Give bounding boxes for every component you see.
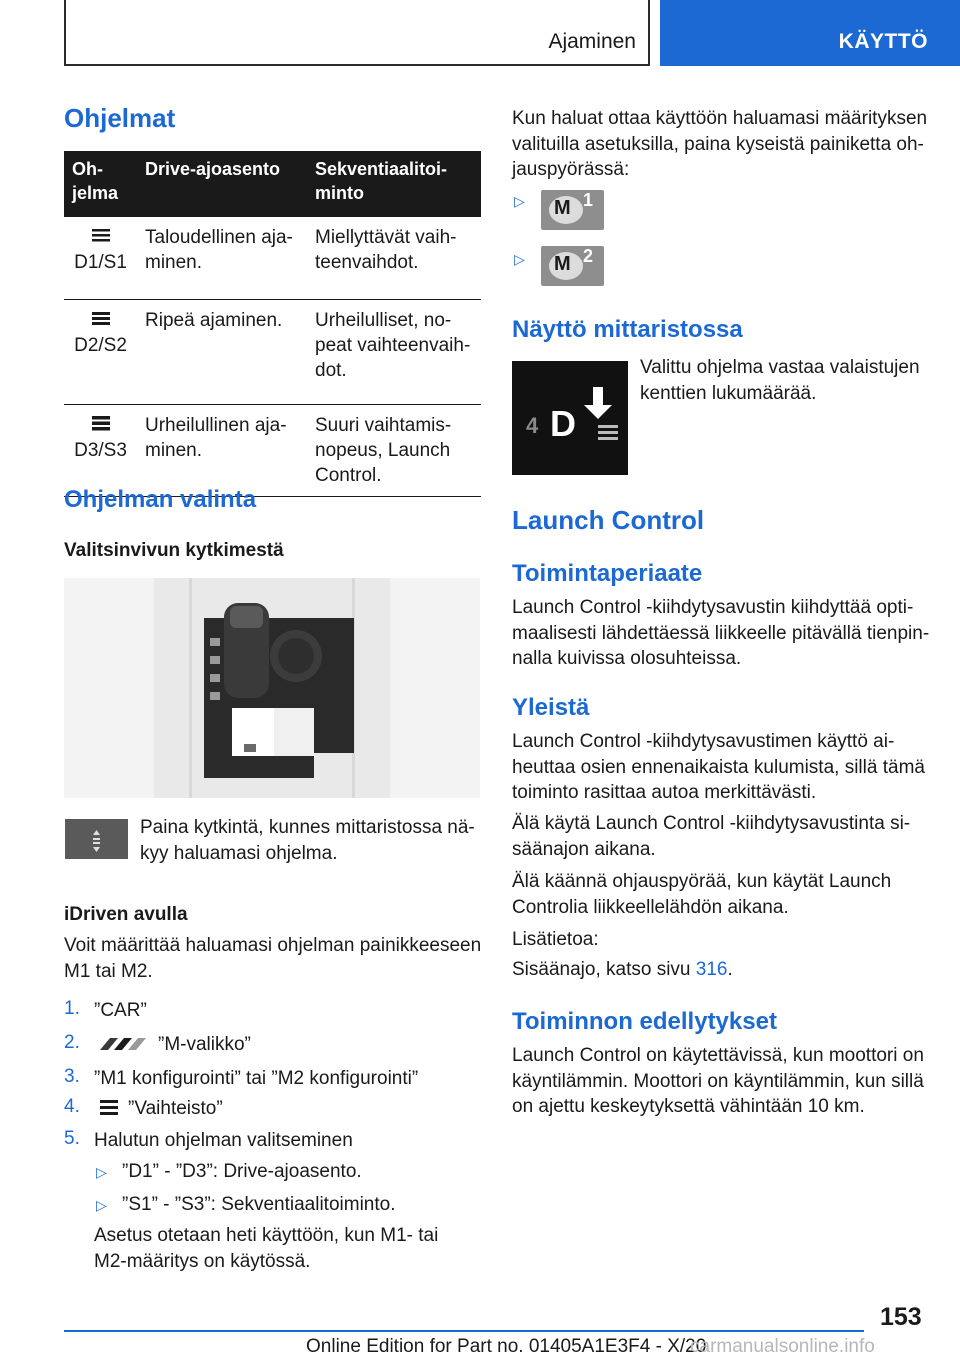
display-gear-d: D xyxy=(550,403,576,444)
instrument-display-image xyxy=(512,361,628,475)
drive-mode-2-icon xyxy=(90,310,112,326)
see-page-text: Sisäänajo, katso sivu xyxy=(512,959,696,980)
table-cell-program xyxy=(64,299,137,404)
step-number: 1. xyxy=(64,998,80,1019)
step-select-program: Halutun ohjelman valitseminen xyxy=(94,1130,353,1151)
page-number: 153 xyxy=(880,1303,922,1331)
step-m-menu: ”M-valikko” xyxy=(158,1034,251,1055)
gear-selector-illustration xyxy=(64,578,480,798)
heading-launch-control: Launch Control xyxy=(512,505,705,535)
table-header-program-text: Oh- jelma xyxy=(72,159,119,203)
bullet-triangle-icon: ▷ xyxy=(514,251,525,267)
general-text-3: Älä käännä ohjauspyörää, kun käytät Launch Controlia liikkeellelähdön aikana. xyxy=(512,871,892,918)
table-header-program xyxy=(64,151,137,217)
bullet-triangle-icon: ▷ xyxy=(514,193,525,209)
display-gear-4: 4 xyxy=(526,413,539,438)
subheading-selector-switch: Valitsinvivun kytkimestä xyxy=(64,540,284,561)
drive-mode-1-icon xyxy=(90,227,112,243)
table-header-drive-text: Drive-ajoasento xyxy=(145,159,281,179)
header-section-title: Ajaminen xyxy=(548,30,636,53)
table-row xyxy=(64,299,481,404)
step-m-config: ”M1 konfigurointi” tai ”M2 konfigurointi” xyxy=(94,1068,419,1089)
step-number: 4. xyxy=(64,1096,80,1117)
footer-edition: Online Edition for Part no. 01405A1E3F4 - X/20 xyxy=(306,1336,707,1357)
display-text: Valittu ohjelma vastaa valaistujen kenttien lukumäärää. xyxy=(640,357,920,404)
step-transmission: ”Vaihteisto” xyxy=(128,1098,223,1119)
table-cell-sequential: Miellyttävät vaih- teenvaihdot. xyxy=(307,217,481,299)
table-cell-sequential: Urheilulliset, no- peat vaihteenvaih- dot. xyxy=(307,299,481,404)
step-number: 3. xyxy=(64,1066,80,1087)
general-text-1: Launch Control -kiihdytysavustimen käyttö ai- heuttaa osien ennenaikaista kulumista, sillä tämä toiminto rasittaa autoa merkittävästi. xyxy=(512,731,925,803)
selector-instruction-text: Paina kytkintä, kunnes mittaristossa nä- kyy haluamasi ohjelma. xyxy=(140,817,475,864)
table-header-sequential-text: Sekventiaalitoi- minto xyxy=(315,159,448,203)
page-link-316[interactable]: 316 xyxy=(695,959,728,980)
m1-button-image xyxy=(541,190,604,230)
table-row xyxy=(64,217,481,299)
config-intro-text: Kun haluat ottaa käyttöön haluamasi määrityksen valituilla asetuksilla, paina kyseistä painiketta oh- jauspyörässä: xyxy=(512,108,928,180)
table-header-drive xyxy=(137,151,307,217)
substep-drive: ”D1” - ”D3”: Drive-ajoasento. xyxy=(122,1161,362,1182)
program-switch-button-image xyxy=(65,819,128,859)
step-number: 5. xyxy=(64,1128,80,1149)
drive-mode-3-icon xyxy=(90,415,112,431)
m-stripes-icon xyxy=(96,1036,148,1052)
m2-button-image xyxy=(541,246,604,286)
general-text-5 xyxy=(512,957,733,983)
table-row xyxy=(64,404,481,496)
switch-arrows-icon xyxy=(65,819,128,859)
table-cell-program xyxy=(64,404,137,496)
footer-divider xyxy=(64,1330,864,1332)
heading-conditions: Toiminnon edellytykset xyxy=(512,1008,777,1035)
general-text-2: Älä käytä Launch Control -kiihdytysavustinta si- säänajon aikana. xyxy=(512,813,911,860)
m1-button-label: M xyxy=(554,197,571,219)
transmission-icon xyxy=(98,1098,120,1116)
idrive-text: Voit määrittää haluamasi ohjelman painikkeeseen M1 tai M2. xyxy=(64,935,482,982)
heading-programs: Ohjelmat xyxy=(64,103,176,133)
step-note-text: Asetus otetaan heti käyttöön, kun M1- tai M2-määritys on käytössä. xyxy=(94,1225,439,1272)
table-header-sequential xyxy=(307,151,481,217)
table-cell-program xyxy=(64,217,137,299)
heading-instrument-display: Näyttö mittaristossa xyxy=(512,316,743,343)
header-chapter-title: KÄYTTÖ xyxy=(838,30,928,53)
header-section-box xyxy=(64,0,650,66)
gear-selector-image xyxy=(64,578,480,798)
footer-watermark: carmanualsonline.info xyxy=(690,1336,875,1357)
subheading-idrive: iDriven avulla xyxy=(64,904,188,925)
m1-button-number: 1 xyxy=(583,190,594,210)
programs-table xyxy=(64,151,481,497)
bullet-triangle-icon: ▷ xyxy=(96,1197,107,1213)
program-label: D3/S3 xyxy=(74,439,127,461)
header-chapter-tab[interactable] xyxy=(660,0,960,66)
general-text-4: Lisätietoa: xyxy=(512,929,599,950)
see-page-suffix: . xyxy=(727,959,733,980)
table-cell-sequential: Suuri vaihtamis- nopeus, Launch Control. xyxy=(307,404,481,496)
table-cell-drive: Taloudellinen aja- minen. xyxy=(137,217,307,299)
heading-program-selection: Ohjelman valinta xyxy=(64,486,257,513)
program-label: D1/S1 xyxy=(74,252,127,273)
table-cell-drive: Ripeä ajaminen. xyxy=(137,299,307,404)
principle-text: Launch Control -kiihdytysavustin kiihdyttää opti- maalisesti lähdettäessä liikkeelle pitävällä tienpin- nalla kuivissa olosuhteissa. xyxy=(512,597,930,669)
m2-button-number: 2 xyxy=(583,246,594,266)
table-cell-drive: Urheilullinen aja- minen. xyxy=(137,404,307,496)
conditions-text: Launch Control on käytettävissä, kun moottori on käyntilämmin. Moottori on käyntilämmin, kun sillä on ajettu keskeytyksettä vähintään 10 km. xyxy=(512,1045,924,1117)
bullet-triangle-icon: ▷ xyxy=(96,1164,107,1180)
m2-button-label: M xyxy=(554,253,571,275)
program-label: D2/S2 xyxy=(74,334,127,356)
substep-sequential: ”S1” - ”S3”: Sekventiaalitoiminto. xyxy=(122,1194,396,1215)
heading-general: Yleistä xyxy=(512,694,590,721)
heading-principle: Toimintaperiaate xyxy=(512,560,703,587)
step-number: 2. xyxy=(64,1032,80,1053)
step-car: ”CAR” xyxy=(94,1000,147,1021)
